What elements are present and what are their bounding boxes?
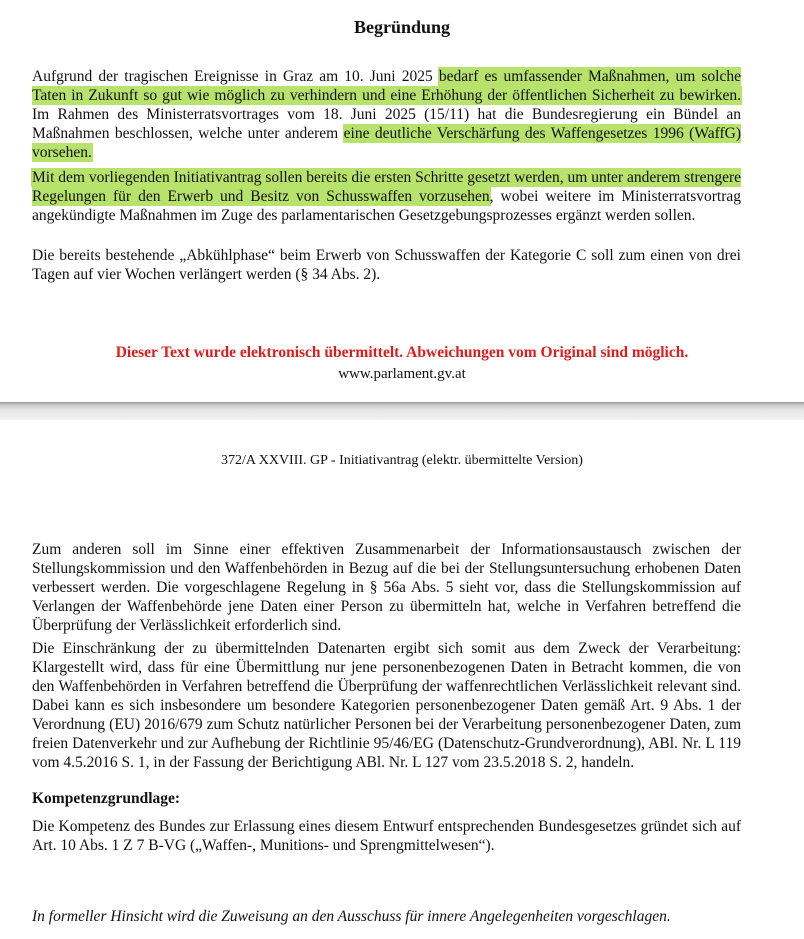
paragraph-5: Die Einschränkung der zu übermittelnden Datenarten ergibt sich somit aus dem Zweck der Verarbeitung: Klargestellt wird, dass für eine Übermittlung nur jene personenbezogenen Daten in Betracht kommen, die von den Waffenbehörden in Verfahren betreffend die Überprüfung der waffenrechtlichen Verlässlichkeit relevant sind. Dabei kann es sich insbesondere um besondere Kategorien personenbezogener Daten gemäß Art. 9 Abs. 1 der Verordnung (EU) 2016/679 zum Schutz natürlicher Personen bei der Verarbeitung personenbezogener Daten, zum freien Datenverkehr und zur Aufhebung der Richtlinie 95/46/EG (Datenschutz-Grundverordnung), ABl. Nr. L 119 vom 4.5.2016 S. 1, in der Fassung der Berichtigung ABl. Nr. L 127 vom 23.5.2018 S. 2, handeln.	[32, 640, 741, 771]
competence-heading: Kompetenzgrundlage:	[32, 790, 181, 807]
paragraph-1-text-c: Im Rahmen des Ministerratsvortrages vom 18. Juni 2025 (15/11) hat die Bundesregierung ein Bündel an Maßnahmen beschlossen, welche unter anderem	[32, 106, 741, 142]
highlight-2: eine deutliche Verschärfung des Waffengesetzes 1996 (WaffG) vorsehen.	[32, 125, 741, 161]
highlight-1: bedarf es umfassender Maßnahmen, um solche Taten in Zukunft so gut wie möglich zu verhindern und eine Erhöhung der öffentlichen Sicherheit zu bewirken.	[32, 68, 741, 104]
paragraph-4: Zum anderen soll im Sinne einer effektiven Zusammenarbeit der Informationsaustausch zwischen der Stellungskommission und den Waffenbehörden in Bezug auf die bei der Stellungsuntersuchung erhobenen Daten verbessert werden. Die vorgeschlagene Regelung in § 56a Abs. 5 sieht vor, dass die Stellungskommission auf Verlangen der Waffenbehörde jene Daten einer Person zu übermitteln hat, welche in Verfahren betreffend die Überprüfung der Verlässlichkeit erforderlich sind.	[32, 541, 741, 634]
transmission-notice: Dieser Text wurde elektronisch übermittelt. Abweichungen vom Original sind möglich.	[115, 344, 689, 361]
highlight-3: Mit dem vorliegenden Initiativantrag sollen bereits die ersten Schritte gesetzt werden, um unter anderem strengere Regelungen für den Erwerb und Besitz von Schusswaffen vorzusehen	[32, 169, 741, 205]
paragraph-3: Die bereits bestehende „Abkühlphase“ beim Erwerb von Schusswaffen der Kategorie C soll zum einen von drei Tagen auf vier Wochen verlängert werden (§ 34 Abs. 2).	[32, 247, 741, 283]
paragraph-1-text-a: Aufgrund der tragischen Ereignisse in Graz am 10. Juni 2025	[32, 68, 439, 85]
paragraph-1	[32, 67, 741, 162]
page-separator	[0, 402, 804, 420]
parliament-url[interactable]: www.parlament.gv.at	[338, 366, 466, 382]
page-header: 372/A XXVIII. GP - Initiativantrag (elektr. übermittelte Version)	[221, 453, 583, 468]
paragraph-6: Die Kompetenz des Bundes zur Erlassung eines diesem Entwurf entsprechenden Bundesgesetzes gründet sich auf Art. 10 Abs. 1 Z 7 B-VG („Waffen-, Munitions- und Sprengmittelwesen“).	[32, 818, 741, 854]
paragraph-2-text-b: , wobei weitere im Ministerratsvortrag angekündigte Maßnahmen im Zuge des parlamentarischen Gesetzgebungsprozesses ergänzt werden sollen.	[32, 188, 741, 224]
paragraph-2	[32, 168, 741, 225]
document-page-1	[0, 0, 804, 402]
section-title: Begründung	[353, 17, 451, 37]
document-page-2	[0, 420, 804, 939]
closing-statement: In formeller Hinsicht wird die Zuweisung an den Ausschuss für innere Angelegenheiten vorgeschlagen.	[32, 908, 671, 925]
